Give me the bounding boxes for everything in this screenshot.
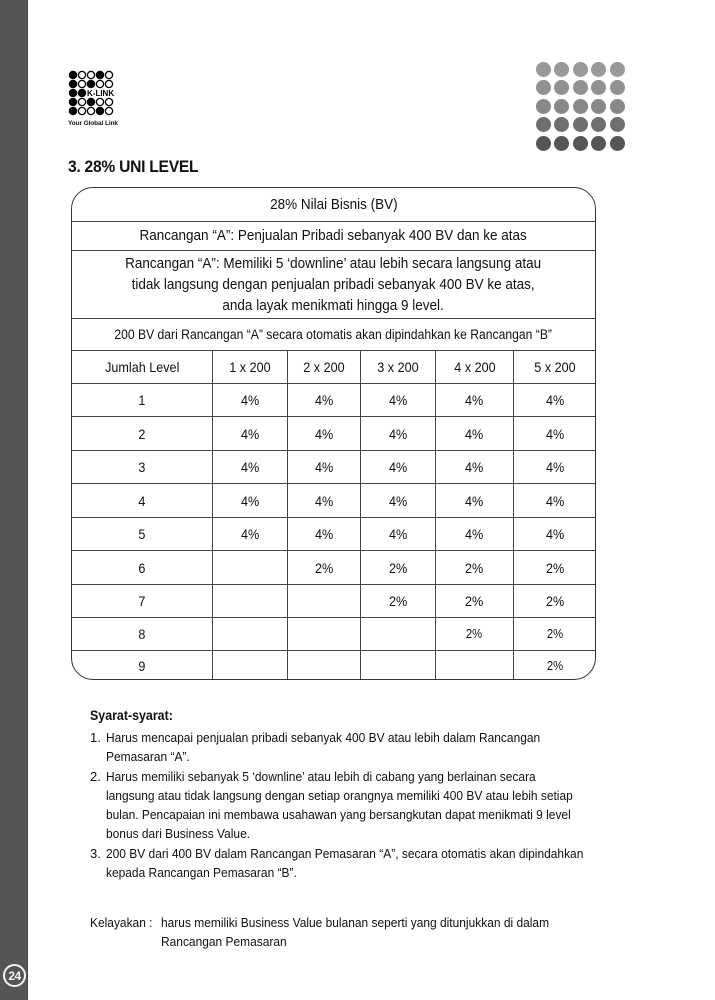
percentage-cell	[213, 651, 288, 680]
percentage-cell	[436, 551, 514, 584]
percentage-cell	[288, 417, 361, 450]
requirement-line: Harus memiliki sebanyak 5 ‘downline’ atau lebih di cabang yang berlainan secara	[106, 769, 536, 784]
eligibility-line: harus memiliki Business Value bulanan seperti yang ditunjukkan di dalam	[161, 915, 550, 930]
eligibility-line: Rancangan Pemasaran	[161, 934, 287, 949]
transfer-note-row	[72, 319, 595, 351]
transfer-note-text: 200 BV dari Rancangan “A” secara otomatis akan dipindahkan ke Rancangan “B”	[114, 326, 553, 342]
eligibility-label	[90, 913, 161, 951]
cell-value: 4%	[388, 526, 408, 542]
cell-value: 4%	[388, 492, 408, 509]
level-cell	[72, 484, 213, 517]
percentage-cell	[514, 518, 596, 550]
cell-value: 2%	[388, 593, 408, 609]
dot	[591, 136, 606, 151]
requirement-line: 200 BV dari 400 BV dalam Rancangan Pemasaran “A”, secara otomatis akan dipindahkan	[106, 846, 584, 861]
requirement-text	[106, 728, 660, 766]
percentage-cell	[213, 384, 288, 416]
dot	[610, 62, 625, 77]
percentage-cell	[361, 484, 436, 517]
percentage-cell	[213, 417, 288, 450]
percentage-cell	[514, 585, 596, 617]
cell-value: 4%	[314, 392, 334, 408]
percentage-cell	[361, 585, 436, 617]
percentage-cell	[436, 518, 514, 550]
requirement-line: langsung atau tidak langsung dengan setiap orangnya memiliki 400 BV atau lebih setiap	[106, 788, 573, 803]
level-cell	[72, 518, 213, 550]
cell-value: 2%	[388, 559, 408, 576]
level-cell	[72, 551, 213, 584]
level-cell	[72, 618, 213, 650]
table-title: 28% Nilai Bisnis (BV)	[269, 195, 398, 213]
dot	[573, 80, 588, 95]
dot	[610, 80, 625, 95]
percentage-cell	[361, 551, 436, 584]
level-cell	[72, 417, 213, 450]
requirement-item	[90, 844, 660, 882]
table-row	[72, 484, 595, 518]
percentage-cell	[361, 651, 436, 680]
dot	[610, 117, 625, 132]
eligibility-label-text: Kelayakan :	[90, 915, 153, 930]
logo-brand-text: K-LINK	[87, 89, 115, 98]
plan-a-downline-text	[126, 253, 542, 316]
cell-value: 2%	[314, 559, 334, 576]
dot	[554, 62, 569, 77]
percentage-cell	[288, 651, 361, 680]
cell-value: 4%	[314, 459, 334, 475]
cell-value: 2 x 200	[303, 359, 345, 375]
cell-value: 9	[138, 658, 146, 674]
level-cell	[72, 585, 213, 617]
cell-value: 5 x 200	[534, 359, 576, 375]
percentage-cell	[213, 518, 288, 550]
cell-value: 2%	[546, 659, 564, 673]
cell-value: 4%	[314, 526, 334, 542]
table-row	[72, 451, 595, 484]
cell-value: 4%	[314, 425, 334, 442]
requirement-text	[106, 767, 660, 843]
cell-value: 2%	[466, 627, 483, 641]
cell-value: 4%	[240, 425, 260, 442]
plan-a-downline-line: tidak langsung dengan penjualan pribadi sebanyak 400 BV ke atas,	[131, 276, 536, 293]
cell-value: 4%	[314, 492, 334, 509]
percentage-cell	[436, 384, 514, 416]
plan-a-downline-line: anda layak menikmati hingga 9 level.	[222, 297, 445, 314]
percentage-cell	[213, 585, 288, 617]
dot	[610, 136, 625, 151]
requirement-line: kepada Rancangan Pemasaran “B”.	[106, 865, 297, 880]
table-row	[72, 651, 595, 680]
cell-value: 4%	[240, 526, 260, 542]
table-row	[72, 518, 595, 551]
percentage-cell	[436, 484, 514, 517]
percentage-cell	[436, 451, 514, 483]
requirement-line: Pemasaran “A”.	[106, 749, 190, 764]
table-header-cell	[436, 351, 514, 383]
requirement-item	[90, 728, 660, 766]
cell-value: 3 x 200	[377, 359, 419, 375]
requirement-line: Harus mencapai penjualan pribadi sebanyak 400 BV atau lebih dalam Rancangan	[106, 730, 541, 745]
cell-value: 4 x 200	[453, 359, 496, 375]
percentage-cell	[514, 551, 596, 584]
logo-tagline: Your Global Link	[68, 120, 118, 127]
cell-value: 5	[138, 526, 146, 542]
cell-value: 1	[138, 392, 146, 408]
percentage-cell	[213, 484, 288, 517]
table-row	[72, 585, 595, 618]
percentage-cell	[288, 484, 361, 517]
cell-value: 1 x 200	[229, 359, 271, 375]
dot	[554, 99, 569, 114]
percentage-cell	[288, 585, 361, 617]
percentage-cell	[213, 618, 288, 650]
plan-a-sales-text: Rancangan “A”: Penjualan Pribadi sebanyak 400 BV dan ke atas	[139, 227, 528, 244]
dot	[591, 62, 606, 77]
dot	[536, 80, 551, 95]
cell-value: 4%	[465, 492, 484, 509]
cell-value: 2%	[465, 593, 484, 609]
percentage-cell	[436, 651, 514, 680]
plan-a-downline-line: Rancangan “A”: Memiliki 5 ‘downline’ atau lebih secara langsung atau	[125, 255, 542, 272]
page-number: 24	[3, 964, 26, 987]
percentage-cell	[213, 451, 288, 483]
cell-value: 4%	[240, 459, 260, 475]
dot	[573, 136, 588, 151]
level-cell	[72, 384, 213, 416]
percentage-cell	[288, 618, 361, 650]
percentage-cell	[514, 451, 596, 483]
percentage-cell	[514, 417, 596, 450]
uni-level-table	[71, 187, 596, 680]
percentage-cell	[361, 518, 436, 550]
dot	[573, 62, 588, 77]
cell-value: 4%	[545, 392, 565, 408]
table-row	[72, 417, 595, 451]
dot	[573, 117, 588, 132]
cell-value: 4%	[465, 459, 484, 475]
dot	[536, 62, 551, 77]
cell-value: 4%	[545, 425, 565, 442]
cell-value: 4%	[388, 459, 408, 475]
percentage-cell	[436, 585, 514, 617]
requirement-line: bonus dari Business Value.	[106, 826, 251, 841]
table-title-row	[72, 188, 595, 222]
requirements-title-text: Syarat-syarat:	[90, 708, 173, 723]
percentage-cell	[361, 417, 436, 450]
cell-value: 2%	[465, 559, 484, 576]
percentage-cell	[514, 618, 596, 650]
dot	[591, 99, 606, 114]
percentage-cell	[288, 551, 361, 584]
cell-value: 4%	[465, 425, 484, 442]
percentage-cell	[288, 384, 361, 416]
table-header-cell	[72, 351, 213, 383]
cell-value: 4%	[388, 425, 408, 442]
dot	[554, 80, 569, 95]
cell-value: 4%	[545, 459, 565, 475]
cell-value: 6	[138, 559, 146, 576]
percentage-cell	[288, 451, 361, 483]
plan-a-downline-row	[72, 251, 595, 319]
cell-value: 8	[138, 626, 146, 642]
cell-value: 7	[138, 593, 146, 609]
dot	[591, 117, 606, 132]
table-row	[72, 618, 595, 651]
dot	[536, 99, 551, 114]
percentage-cell	[361, 451, 436, 483]
requirements-title	[90, 706, 660, 725]
cell-value: 4%	[465, 526, 484, 542]
cell-value: 4%	[240, 492, 260, 509]
percentage-cell	[514, 384, 596, 416]
percentage-cell	[514, 651, 596, 680]
cell-value: 3	[138, 459, 146, 475]
table-header-cell	[213, 351, 288, 383]
cell-value: 2%	[545, 593, 565, 609]
requirement-number: 2.	[90, 769, 101, 784]
cell-value: 2	[138, 425, 146, 442]
section-title: 3. 28% UNI LEVEL	[68, 157, 199, 176]
requirement-number: 1.	[90, 730, 101, 745]
percentage-cell	[361, 384, 436, 416]
cell-value: 4%	[388, 392, 408, 408]
dot	[536, 117, 551, 132]
dot	[591, 80, 606, 95]
plan-a-sales-row	[72, 222, 595, 251]
table-header-cell	[514, 351, 596, 383]
table-header-cell	[288, 351, 361, 383]
percentage-cell	[514, 484, 596, 517]
requirement-number: 3.	[90, 846, 101, 861]
dot	[554, 117, 569, 132]
cell-value: 2%	[546, 627, 564, 641]
table-header-row	[72, 351, 595, 384]
requirement-item	[90, 767, 660, 843]
cell-value: 4%	[545, 526, 565, 542]
requirement-line: bulan. Pencapaian ini membawa usahawan yang bersangkutan dapat menikmati 9 level	[106, 807, 571, 822]
cell-value: Jumlah Level	[104, 359, 180, 375]
eligibility	[90, 913, 583, 951]
eligibility-text	[161, 913, 583, 951]
table-header-cell	[361, 351, 436, 383]
dot	[610, 99, 625, 114]
table-row	[72, 551, 595, 585]
cell-value: 4%	[545, 492, 565, 509]
table-row	[72, 384, 595, 417]
percentage-cell	[288, 518, 361, 550]
level-cell	[72, 651, 213, 680]
requirement-text	[106, 844, 660, 882]
dot	[573, 99, 588, 114]
level-cell	[72, 451, 213, 483]
decorative-dot-grid-icon	[536, 62, 626, 152]
logo-circle-grid-icon	[68, 70, 120, 120]
dot	[554, 136, 569, 151]
cell-value: 4%	[465, 392, 484, 408]
dot	[536, 136, 551, 151]
percentage-cell	[361, 618, 436, 650]
percentage-cell	[213, 551, 288, 584]
page-side-bar	[0, 0, 28, 1000]
cell-value: 4%	[240, 392, 260, 408]
cell-value: 2%	[545, 559, 565, 576]
percentage-cell	[436, 417, 514, 450]
percentage-cell	[436, 618, 514, 650]
cell-value: 4	[138, 492, 146, 509]
